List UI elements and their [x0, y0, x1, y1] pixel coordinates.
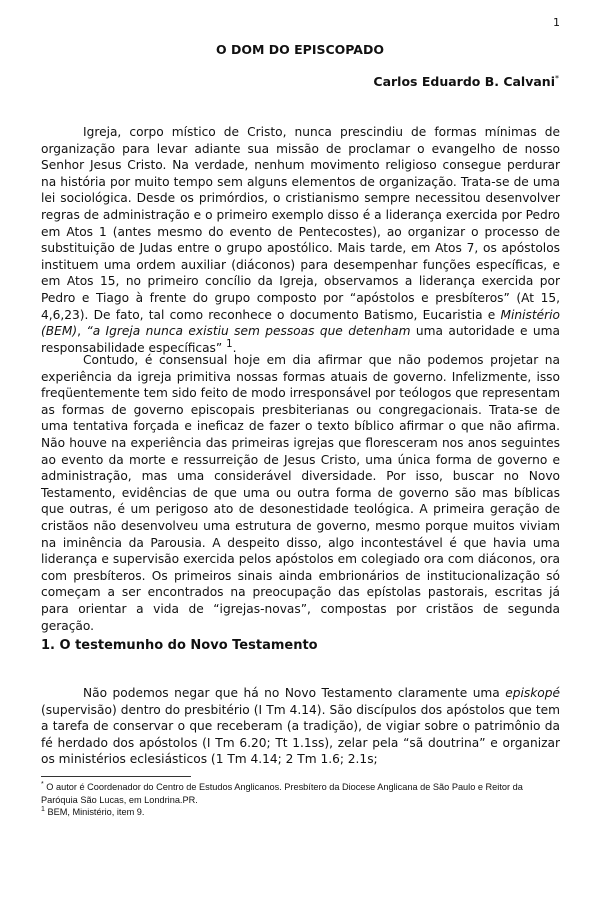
footnote-1-text: BEM, Ministério, item 9. — [44, 807, 145, 817]
author-footnote-mark: * — [555, 73, 559, 83]
paragraph-1-text-b: , — [77, 324, 87, 339]
footnote-author-mark: * — [41, 780, 44, 788]
paragraph-2: Contudo, é consensual hoje em dia afirmar que não podemos projetar na experiência da igreja primitiva nossas formas atuais de governo. Infelizmente, isso freqüentemente tem sido feito de modo irresponsável por teólogos que representam as formas de governo episcopais presbiterianas ou congregacionais. Trata-se de uma tentativa forçada e ineficaz de fazer o texto bíblico afirmar o que não afirma. Não houve na experiência das primeiras igrejas que floresceram nos anos seguintes ao evento da morte e ressurreição de Jesus Cristo, uma única forma de governo e administração, mas uma considerável diversidade. Por isso, buscar no Novo Testamento, evidências de que uma ou outra forma de governo são mas bíblicas que outras, é um perigoso ato de desonestidade teológica. A primeira geração de cristãos não desenvolveu uma estrutura de governo, mesmo porque muitos viviam na iminência da Parousia. A despeito disso, algo incontestável é que havia uma liderança e supervisão exercida pelos apóstolos em colegiado ora com diáconos, ora com presbíteros. Os primeiros sinais ainda embrionários de institucionalização só começam a ser encontrados na preocupação das epístolas pastorais, escritas já para orientar a vida de “igrejas-novas”, compostas por cristãos de segunda geração. — [41, 353, 560, 633]
document-title: O DOM DO EPISCOPADO — [216, 42, 384, 57]
bem-quote: “a Igreja nunca existiu sem pessoas que detenham — [86, 324, 411, 339]
paragraph-3-text: Não podemos negar que há no Novo Testamento claramente uma — [83, 686, 506, 700]
section-heading: 1. O testemunho do Novo Testamento — [41, 638, 318, 653]
paragraph-1-text-c: uma autoridade e uma responsabilidade específicas” — [41, 324, 561, 355]
paragraph-1-text: Igreja, corpo místico de Cristo, nunca prescindiu de formas mínimas de organização para levar adiante sua missão de proclamar o evangelho de nosso Senhor Jesus Cristo. Na verdade, nenhum movimento religioso consegue perdurar na história por muito tempo sem alguns elementos de organização. Trata-se de uma lei sociológica. Desde os primórdios, o cristianismo sempre necessitou desenvolver regras de administração e o primeiro exemplo disso é a liderança exercida por Pedro em Atos 1 (antes mesmo do evento de Pentecostes), ao organizar o processo de substituição de Judas entre o grupo apostólico. Mais tarde, em Atos 7, os apóstolos instituem uma ordem auxiliar (diáconos) para desempenhar funções específicas, e em Atos 15, no primeiro concílio da Igreja, observamos a liderança exercida por Pedro e Tiago à frente do grupo composto por “apóstolos e presbíteros” (At 15, 4,6,23). De fato, tal como reconhece o documento Batismo, Eucaristia e — [41, 125, 560, 322]
footnote-rule — [41, 776, 191, 777]
author-line — [373, 74, 559, 89]
footnote-author — [41, 781, 560, 806]
paragraph-1-end: . — [232, 340, 237, 355]
footnote-1 — [41, 806, 560, 819]
page-number: 1 — [553, 16, 560, 29]
footnote-ref-1: 1 — [226, 338, 233, 350]
footnote-author-text: O autor é Coordenador do Centro de Estudos Anglicanos. Presbítero da Diocese Anglicana de São Paulo e Reitor da Paróquia São Lucas, em Londrina.PR. — [41, 782, 523, 805]
bem-document-title: Ministério (BEM) — [41, 307, 560, 339]
footnotes — [41, 781, 560, 819]
footnote-1-mark: 1 — [41, 805, 45, 813]
paragraph-1 — [41, 124, 560, 356]
paragraph-3-text-b: (supervisão) dentro do presbitério (I Tm 4.14). São discípulos dos apóstolos que tem a tarefa de conservar o que receberam (a tradição), de vigiar sobre o patrimônio da fé herdado dos apóstolos (I Tm 6.20; Tt 1.1ss), zelar pela “sã doutrina” e organizar os ministérios eclesiásticos (1 Tm 4.14; 2 Tm 1.6; 2.1s; — [41, 702, 560, 767]
author-name: Carlos Eduardo B. Calvani — [373, 74, 555, 89]
episkope-term: episkopé — [505, 686, 560, 700]
paragraph-3 — [41, 685, 560, 768]
